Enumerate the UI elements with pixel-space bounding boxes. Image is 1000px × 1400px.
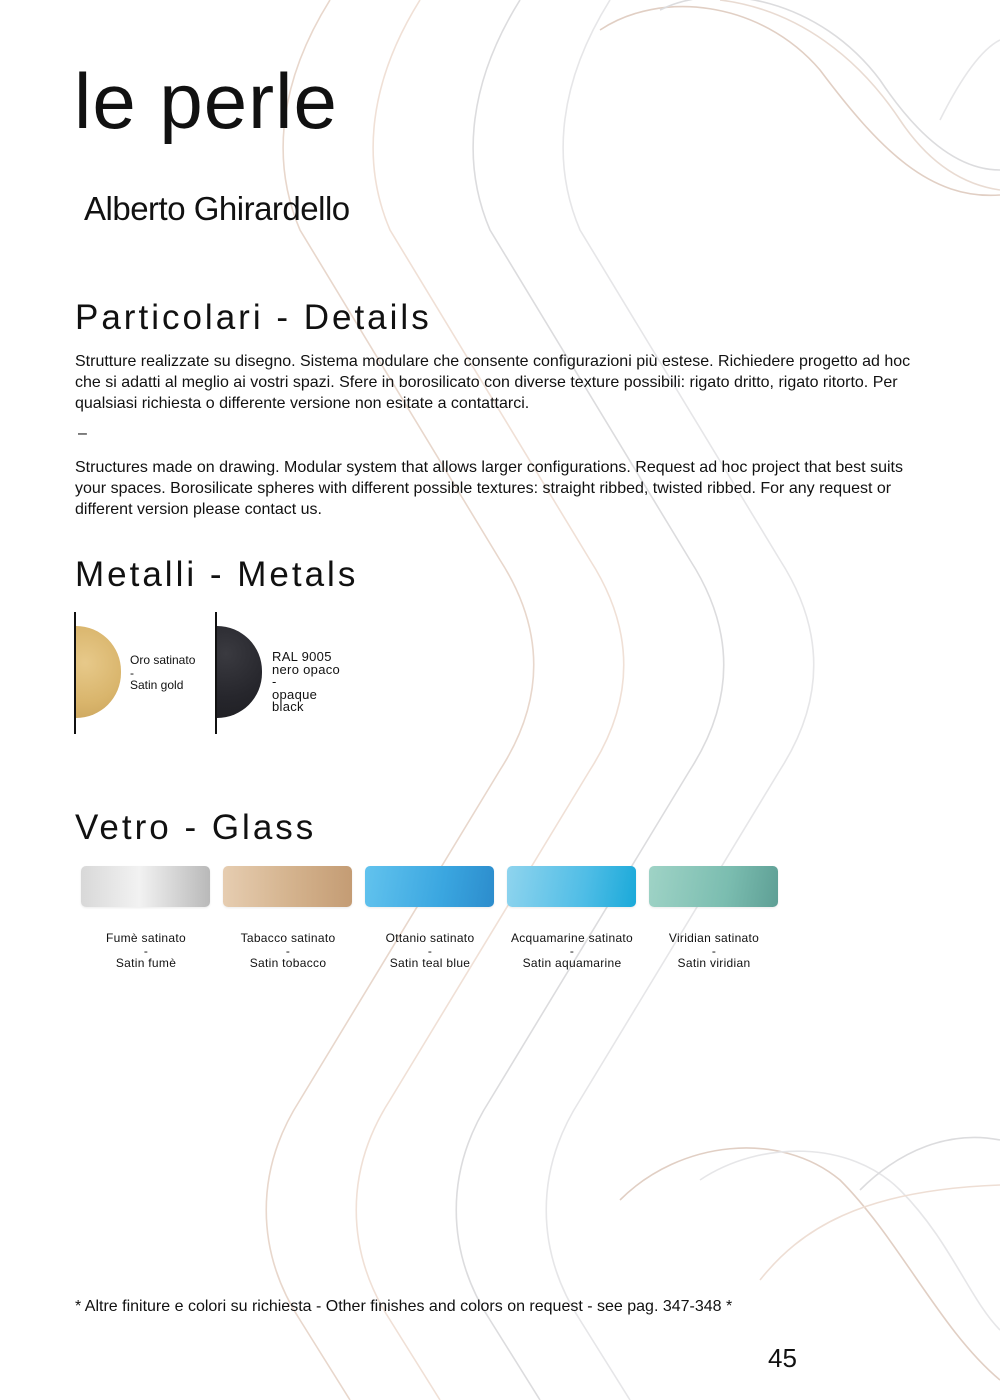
metals-heading: Metalli - Metals — [75, 555, 359, 594]
glass-label: Tabacco satinato - Satin tobacco — [240, 931, 336, 970]
details-heading: Particolari - Details — [75, 298, 432, 337]
details-text-italian: Strutture realizzate su disegno. Sistema modulare che consente configurazioni più estese. Richiedere progetto ad hoc che si adatti al meglio ai vostri spazi. Sfere in borosilicato con diverse texture possibili: rigato dritto, rigato ritorto. Per qualsiasi richiesta o differente versione non esitate a contattarci. — [75, 353, 911, 412]
glass-finish-satin-tobacco — [223, 866, 353, 970]
glass-label: Acquamarine satinato - Satin aquamarine — [510, 931, 634, 970]
glass-swatch — [223, 866, 352, 907]
glass-heading: Vetro - Glass — [75, 808, 317, 847]
metal-label: RAL 9005 nero opaco - opaque black — [272, 649, 341, 714]
page-number: 45 — [768, 1343, 797, 1373]
details-text-english: Structures made on drawing. Modular system that allows larger configurations. Request ad hoc project that best suits your spaces. Borosilicate spheres with different possible textures: straight ribbed, twisted ribbed. For any request or different version please contact us. — [75, 459, 903, 518]
opaque-black-swatch — [217, 626, 262, 718]
metal-finish-opaque-black — [215, 612, 345, 734]
glass-swatch — [649, 866, 778, 907]
footnote: * Altre finiture e colori su richiesta - Other finishes and colors on request - see pag. 347-348 * — [75, 1298, 733, 1315]
glass-label: Viridian satinato - Satin viridian — [668, 931, 760, 970]
glass-swatch — [365, 866, 494, 907]
glass-finish-satin-aquamarine — [507, 866, 637, 970]
metal-finish-satin-gold — [74, 612, 204, 734]
details-separator: – — [78, 425, 87, 442]
glass-finish-satin-viridian — [649, 866, 779, 970]
designer-name: Alberto Ghirardello — [84, 190, 350, 227]
glass-label: Fumè satinato - Satin fumè — [106, 931, 186, 970]
glass-swatch — [507, 866, 636, 907]
glass-finish-satin-fume — [81, 866, 211, 970]
glass-label: Ottanio satinato - Satin teal blue — [385, 931, 475, 970]
product-title: le perle — [74, 57, 338, 145]
satin-gold-swatch — [76, 626, 121, 718]
glass-finish-satin-teal-blue — [365, 866, 495, 970]
glass-swatch — [81, 866, 210, 907]
metal-label: Oro satinato - Satin gold — [130, 653, 196, 692]
